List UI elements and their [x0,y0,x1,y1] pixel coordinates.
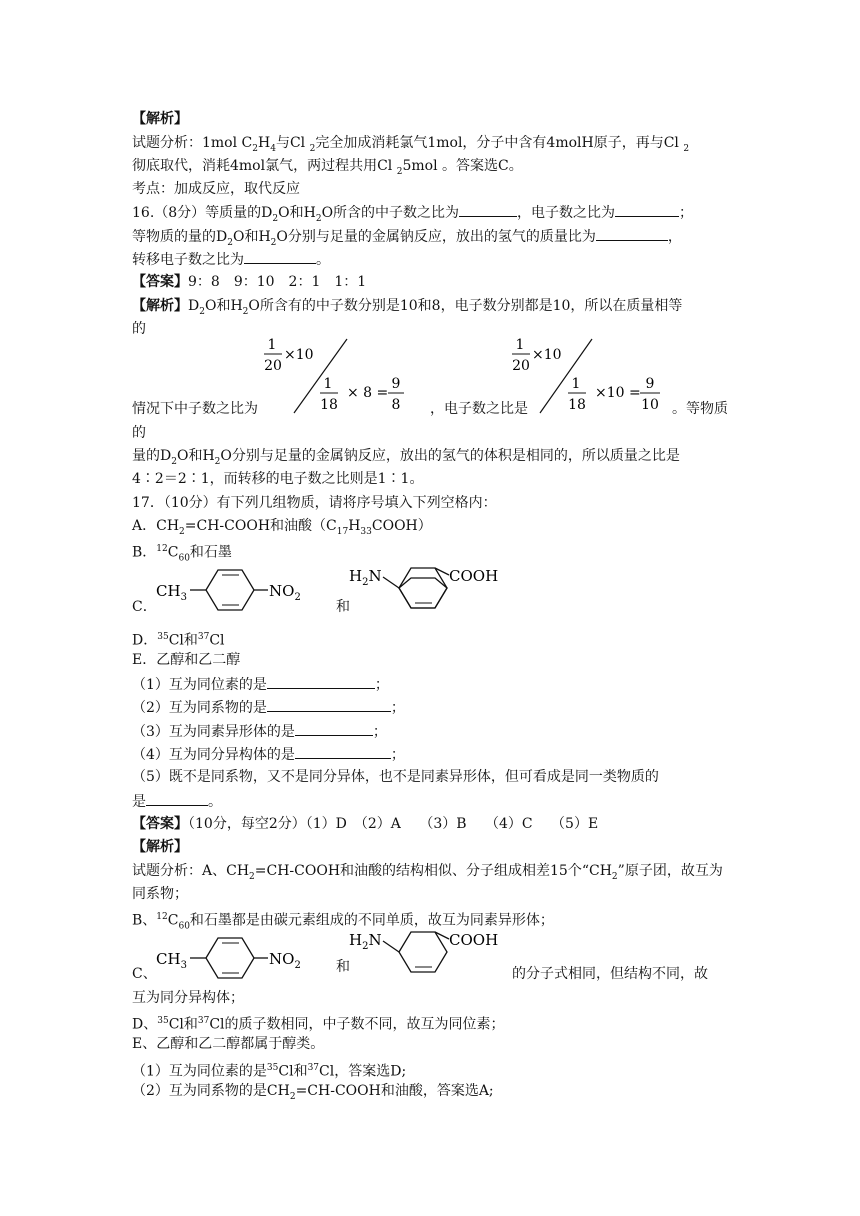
structure-nitrotoluene-2 [152,928,312,988]
frac-den: 18 [568,397,586,413]
q16-jiexi-line2: 的 [132,321,146,337]
q17-question-3: （3）互为同素异形体的是 ； [132,724,387,740]
q17-option-d: D．$^{35}$Cl和$^{37}$Cl [132,632,225,649]
q17-analysis-line9: （2）互为同系物的是$CH_2=CH$-COOH和油酸，答案选A; [132,1083,494,1102]
q16-jiexi-line5: 量的$D_2O$和$H_2O$分别与足量的金属钠反应，放出的氢气的体积是相同的，所以质量之比是 [132,448,680,467]
q16-answer: 【答案】9：8 9：10 2：1 1：1 [132,274,367,290]
q17-jiexi-heading: 【解析】 [132,839,188,855]
q17-and: 和 [336,599,350,615]
frac-result-den: 10 [641,397,659,413]
q16-jiexi-line6: 4∶2＝2∶1，而转移的电子数之比则是1∶1。 [132,471,424,487]
frac-num: 1 [515,337,525,353]
q17-option-a: A．$CH_2=CH$-COOH和油酸$(C_{17}H_{33}COOH)$ [132,518,432,537]
structure-nitrotoluene [152,560,312,620]
q17-option-c-label: C． [132,599,157,615]
blank [267,675,375,689]
q15-analysis-line2: 彻底取代，消耗4mol氯气，两过程共用Cl $_2$5mol 。答案选C。 [132,158,523,177]
blank [295,722,373,736]
cooh-label: COOH [449,567,499,585]
blank [267,698,391,712]
q17-analysis-line8: （1）互为同位素的是$^{35}$Cl和$^{37}$Cl，答案选D; [132,1063,407,1080]
h2n-label: $H_2N$ [349,567,382,588]
structure-aminobenzoic-acid [345,560,515,620]
blank [295,745,391,759]
h2n-label: $H_2N$ [349,931,382,952]
q17-question-2: （2）互为同系物的是 ； [132,700,405,716]
fraction-figure-electron [510,333,664,417]
blank [596,227,668,241]
frac-num: 1 [323,376,333,392]
q17-option-b: B．$^{12}C_{60}$和石墨 [132,544,232,564]
frac-result-num: 9 [391,376,401,392]
q17-analysis-line5: 互为同分异构体； [132,990,244,1006]
q16-stem-line3: 转移电子数之比为 。 [132,252,330,268]
q17-question-5a: （5）既不是同系物，又不是同分异体，也不是同素异形体，但可看成是同一类物质的 [132,769,659,785]
frac-num: 1 [571,376,581,392]
q17-analysis-line3: B、$^{12}C_{60}$和石墨都是由碳元素组成的不同单质，故互为同素异形体； [132,912,554,932]
cooh-label: COOH [449,931,499,949]
frac-mult: ×10 [532,347,562,363]
ch3-label: $CH_3$ [156,950,187,971]
q17-stem: 17．（10分）有下列几组物质，请将序号填入下列空格内： [132,495,497,511]
q17-analysis-line4-tail: 的分子式相同，但结构不同，故 [512,966,708,982]
fraction-figure-neutron [262,333,412,417]
q17-analysis-line7: E、乙醇和乙二醇都属于醇类。 [132,1036,325,1052]
q16-stem-line1: 16.（8分）等质量的$D_2O$和$H_2O$所含的中子数之比为 ，电子数之比为 ； [132,205,694,224]
blank [459,203,517,217]
q17-analysis-and: 和 [336,959,350,975]
q15-analysis-line1: 试题分析：1mol $C_2H_4$与Cl $_2$完全加成消耗氯气1mol，分子中含有4molH原子，再与Cl $_2$ [132,135,690,154]
q16-jiexi-line4: 的 [132,425,146,441]
q15-kaodian: 考点：加成反应，取代反应 [132,181,300,197]
frac-result-den: 8 [391,397,401,413]
q17-analysis-c-label: C、 [132,966,157,982]
q17-analysis-line2: 同系物； [132,886,188,902]
frac-mult: ×10 = [595,385,641,401]
jiexi-heading: 【解析】 [132,111,188,127]
q16-jiexi-line1: 【解析】$D_2O$和$H_2O$所含有的中子数分别是10和8，电子数分别都是10，所以在质量相等 [132,298,683,317]
q17-option-e: E．乙醇和乙二醇 [132,652,241,668]
blank [244,250,316,264]
frac-mult: ×10 [284,347,314,363]
q17-question-5b: 是 。 [132,794,222,810]
q16-stem-line2: 等物质的量的$D_2O$和$H_2O$分别与足量的金属钠反应，放出的氢气的质量比为 ， [132,229,682,248]
frac-num: 1 [267,337,277,353]
q17-analysis-line1: 试题分析：A、$CH_2=CH$-COOH和油酸的结构相似、分子组成相差15个“$CH_2$”原子团，故互为 [132,863,723,882]
q16-jiexi-line3c: 。等物质 [672,401,728,417]
q17-analysis-line6: D、$^{35}$Cl和$^{37}$Cl的质子数相同，中子数不同，故互为同位素； [132,1016,505,1033]
no2-label: $NO_2$ [269,950,301,971]
no2-label: $NO_2$ [269,582,301,603]
frac-den: 18 [320,397,338,413]
blank [615,203,679,217]
q16-jiexi-line3b: ，电子数之比是 [430,401,528,417]
q17-question-4: （4）互为同分异构体的是 ； [132,747,405,763]
blank [146,792,208,806]
q17-answer: 【答案】（10分，每空2分）（1）D （2）A （3）B （4）C （5）E [132,816,599,832]
ch3-label: $CH_3$ [156,582,187,603]
frac-result-num: 9 [645,376,655,392]
structure-aminobenzoic-acid-2 [345,924,515,984]
frac-den: 20 [264,358,282,374]
q16-jiexi-line3a: 情况下中子数之比为 [132,401,258,417]
frac-den: 20 [512,358,530,374]
frac-mult: × 8 = [347,385,389,401]
q17-question-1: （1）互为同位素的是 ； [132,677,389,693]
